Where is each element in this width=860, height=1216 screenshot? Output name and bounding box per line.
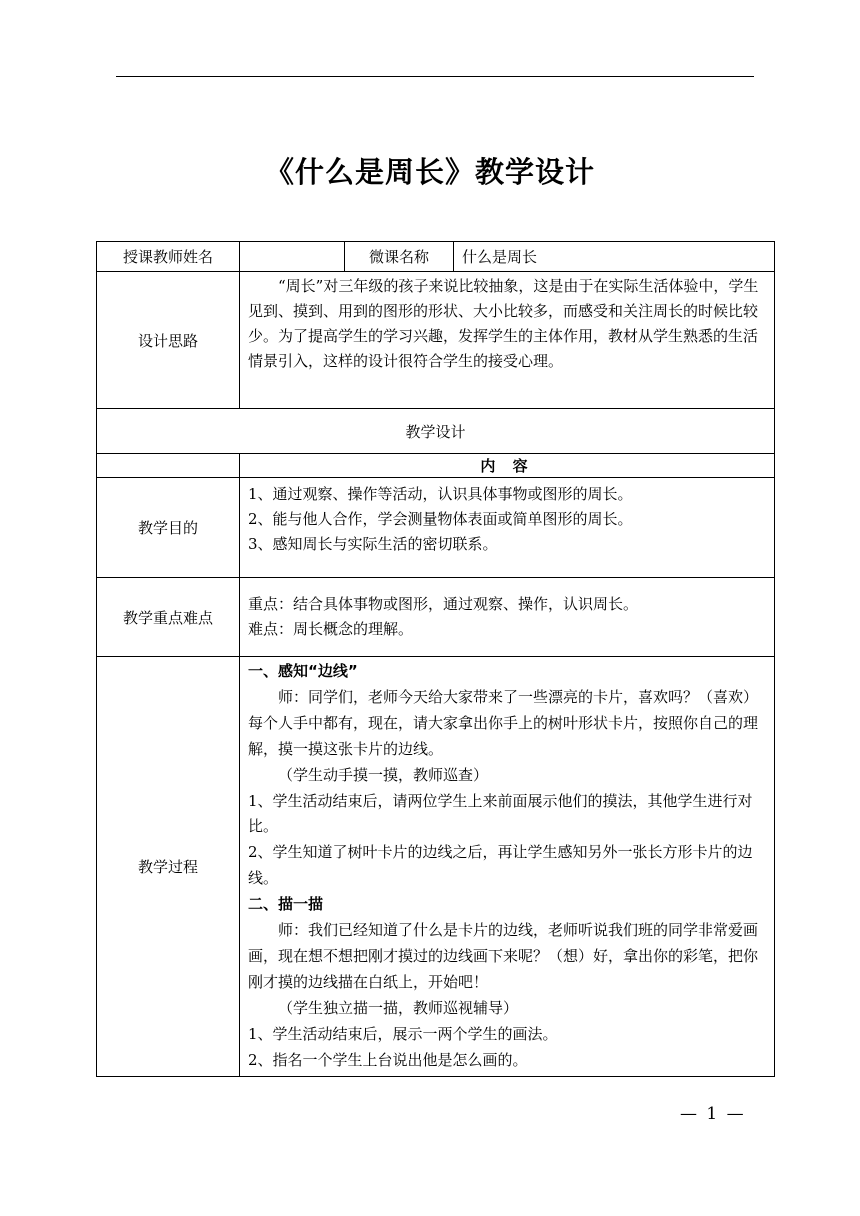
key-points-label: 教学重点难点: [97, 578, 240, 657]
goals-label: 教学目的: [97, 478, 240, 578]
table-row: [97, 242, 775, 272]
process-part1-step1: 1、学生活动结束后，请两位学生上来前面展示他们的摸法，其他学生进行对比。: [248, 791, 753, 836]
process-part1-step2: 2、学生知道了树叶卡片的边线之后，再让学生感知另外一张长方形卡片的边线。: [248, 843, 753, 888]
design-idea-text: “周长”对三年级的孩子来说比较抽象，这是由于在实际生活体验中，学生见到、摸到、用到的图形的形状、大小比较多，而感受和关注周长的时候比较少。为了提高学生的学习兴趣，发挥学生的主体作用，教材从学生熟悉的生活情景引入，这样的设计很符合学生的接受心理。: [248, 277, 759, 370]
process-part2-teacher: 师：我们已经知道了什么是卡片的边线，老师听说我们班的同学非常爱画画，现在想不想把刚才摸过的边线画下来呢？（想）好，拿出你的彩笔，把你刚才摸的边线描在白纸上，开始吧！: [248, 921, 759, 991]
course-name-label: 微课名称: [345, 242, 454, 272]
header-rule: [116, 76, 754, 77]
key-points-cell: [240, 578, 775, 657]
lesson-plan-table: [96, 241, 775, 1077]
process-part2-step2: 2、指名一个学生上台说出他是怎么画的。: [248, 1050, 528, 1069]
key-point-text: 重点：结合具体事物或图形，通过观察、操作，认识周长。: [248, 595, 639, 613]
page-number: — 1 —: [680, 1104, 746, 1124]
difficulty-text: 难点：周长概念的理解。: [248, 620, 414, 638]
goal-item: 2、能与他人合作，学会测量物体表面或简单图形的周长。: [248, 510, 633, 528]
course-name-value: 什么是周长: [454, 242, 775, 272]
process-part2-step1: 1、学生活动结束后，展示一两个学生的画法。: [248, 1024, 558, 1043]
process-part2-activity: （学生独立描一描，教师巡视辅导）: [278, 998, 519, 1017]
process-part2-heading: 二、描一描: [248, 895, 324, 914]
empty-header-cell: [97, 454, 240, 478]
goal-item: 1、通过观察、操作等活动，认识具体事物或图形的周长。: [248, 485, 633, 503]
process-part1-teacher: 师：同学们，老师今天给大家带来了一些漂亮的卡片，喜欢吗？（喜欢）每个人手中都有，现在，请大家拿出你手上的树叶形状卡片，按照你自己的理解，摸一摸这张卡片的边线。: [248, 687, 759, 758]
process-part1-activity: （学生动手摸一摸，教师巡查）: [278, 765, 489, 784]
section-title: 教学设计: [97, 409, 775, 454]
table-row: [97, 272, 775, 409]
table-row: [97, 409, 775, 454]
content-header: 内 容: [240, 454, 775, 478]
design-idea-label: 设计思路: [97, 272, 240, 409]
table-row: [97, 454, 775, 478]
document-title: 《什么是周长》教学设计: [264, 155, 595, 189]
table-row: [97, 578, 775, 657]
table-row: [97, 478, 775, 578]
teacher-name-value: [240, 242, 345, 272]
goal-item: 3、感知周长与实际生活的密切联系。: [248, 535, 498, 553]
process-part1-heading: 一、感知“边线”: [248, 662, 358, 680]
teacher-name-label: 授课教师姓名: [97, 242, 240, 272]
table-row: [97, 657, 775, 1077]
process-cell: [240, 657, 775, 1077]
goals-cell: [240, 478, 775, 578]
process-label: 教学过程: [97, 657, 240, 1077]
design-idea-cell: [240, 272, 775, 409]
